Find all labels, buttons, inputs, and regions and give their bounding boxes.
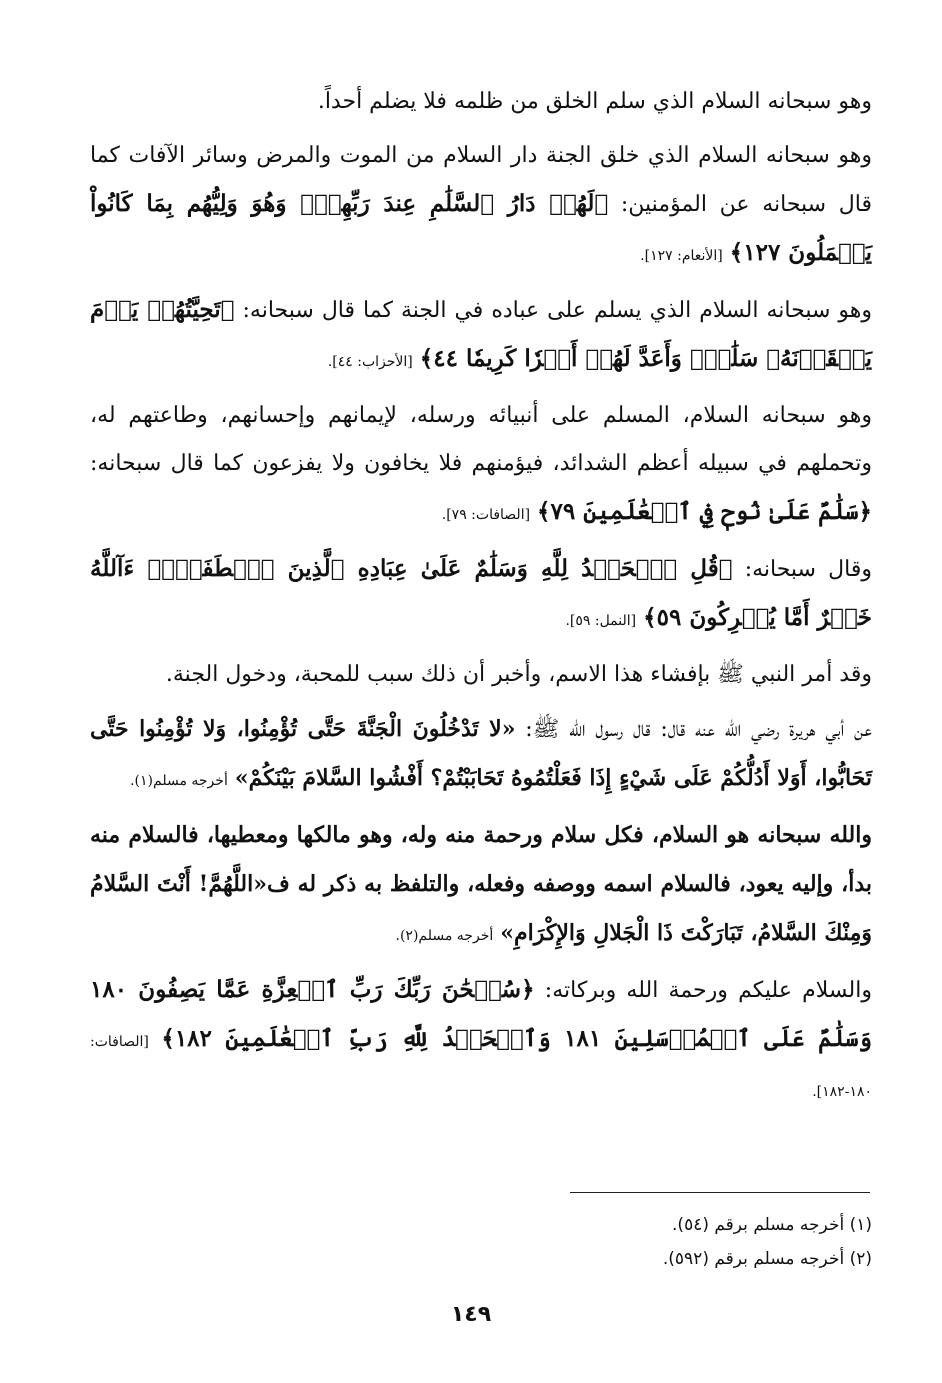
paragraph-3 xyxy=(90,286,872,386)
verse-reference: [النمل: ٥٩]. xyxy=(565,613,637,629)
quran-verse: ﴿سُبۡحَٰنَ رَبِّكَ رَبِّ ٱلۡعِزَّةِ عَمَّا يَصِفُونَ ١٨٠ وَسَلَٰمٌ عَلَى ٱلۡمُرۡسَلِينَ ١٨١ وَٱلۡحَمۡدُ لِلَّهِ رَبِّ ٱلۡعَٰلَمِينَ ١٨٢﴾ xyxy=(90,976,872,1052)
paragraph-text: وقد أمر النبي ﷺ بإفشاء هذا الاسم، وأخبر أن ذلك سبب للمحبة، ودخول الجنة. xyxy=(165,662,872,687)
footnote-1: (١) أخرجه مسلم برقم (٥٤). xyxy=(672,1215,872,1235)
paragraph-text: عن أبي هريرة رضي الله عنه قال: قال رسول الله ﷺ: xyxy=(525,717,872,742)
paragraph-8 xyxy=(90,811,872,960)
hadith-text: «لا تَدْخُلُونَ الْجَنَّةَ حَتَّى تُؤْمِنُوا، وَلا تُؤْمِنُوا حَتَّى تَحَابُّوا، أَوَلا أَدُلُّكُمْ عَلَى شَيْءٍ إِذَا فَعَلْتُمُوهُ تَحَابَبْتُمْ؟ أَفْشُوا السَّلامَ بَيْنَكُمْ» xyxy=(90,716,872,791)
verse-reference: [الصافات: ١٨٠-١٨٢]. xyxy=(90,1034,872,1100)
footnote-separator xyxy=(570,1192,870,1193)
paragraph-2 xyxy=(90,132,872,280)
verse-reference: [الأنعام: ١٢٧]. xyxy=(640,248,723,264)
paragraph-text: وهو سبحانه السلام الذي سلم الخلق من ظلمه فلا يضلم أحداً. xyxy=(317,89,872,114)
verse-reference: [الأحزاب: ٤٤]. xyxy=(327,354,413,370)
paragraph-4 xyxy=(90,392,872,539)
quran-verse: ﴿قُلِ ٱلۡحَمۡدُ لِلَّهِ وَسَلَٰمٌ عَلَىٰ عِبَادِهِ ٱلَّذِينَ ٱصۡطَفَىٰٓۗ ءَآللَّهُ خَيۡرٌ أَمَّا يُشۡرِكُونَ ٥٩﴾ xyxy=(90,555,872,631)
quran-verse: ﴿لَهُمۡ دَارُ ٱلسَّلَٰمِ عِندَ رَبِّهِمۡۖ وَهُوَ وَلِيُّهُم بِمَا كَانُواْ يَعۡمَلُونَ ١٢٧﴾ xyxy=(90,190,872,266)
footnote-2: (٢) أخرجه مسلم برقم (٥٩٢). xyxy=(662,1249,872,1269)
paragraph-text: والسلام عليكم ورحمة الله وبركاته: xyxy=(544,978,872,1003)
paragraph-text: وهو سبحانه السلام الذي يسلم على عباده في الجنة كما قال سبحانه: xyxy=(242,298,873,323)
paragraph-6 xyxy=(90,651,872,699)
paragraph-5 xyxy=(90,545,872,645)
paragraph-1 xyxy=(90,78,872,126)
paragraph-text: وقال سبحانه: xyxy=(744,557,873,582)
paragraph-9 xyxy=(90,966,872,1116)
paragraph-text: وهو سبحانه السلام الذي خلق الجنة دار السلام من الموت والمرض وسائر الآفات كما قال سبحانه عن المؤمنين: xyxy=(90,143,872,217)
quran-verse: ﴿تَحِيَّتُهُمۡ يَوۡمَ يَلۡقَوۡنَهُۥ سَلَٰمٞۚ وَأَعَدَّ لَهُمۡ أَجۡرٗا كَرِيمٗا ٤٤﴾ xyxy=(90,296,872,372)
page-number: ١٤٩ xyxy=(450,1302,492,1327)
main-text xyxy=(90,78,872,1122)
verse-reference: [الصافات: ٧٩]. xyxy=(441,507,531,523)
quran-verse: ﴿سَلَٰمٌ عَلَىٰ نُوحٖ فِي ٱلۡعَٰلَمِينَ ٧٩﴾ xyxy=(537,498,872,525)
hadith-reference: أخرجه مسلم(١). xyxy=(130,773,228,789)
paragraph-bold-text: والله سبحانه هو السلام، فكل سلام ورحمة منه وله، وهو مالكها ومعطيها، فالسلام منه بدأ، وإليه يعود، فالسلام اسمه ووصفه وفعله، والتلفظ به ذكر له ف«اللَّهُمَّ! أَنْتَ السَّلامُ وَمِنْكَ السَّلامُ، تَبَارَكْتَ ذَا الْجَلالِ وَالإِكْرَامِ» xyxy=(90,822,872,946)
paragraph-text: وهو سبحانه السلام، المسلم على أنبيائه ورسله، لإيمانهم وإحسانهم، وطاعتهم له، وتحملهم في سبيله أعظم الشدائد، فيؤمنهم فلا يخافون ولا يفزعون كما قال سبحانه: xyxy=(90,403,872,476)
footnotes xyxy=(90,1208,872,1276)
paragraph-7 xyxy=(90,705,872,805)
hadith-reference: أخرجه مسلم(٢). xyxy=(395,928,494,944)
